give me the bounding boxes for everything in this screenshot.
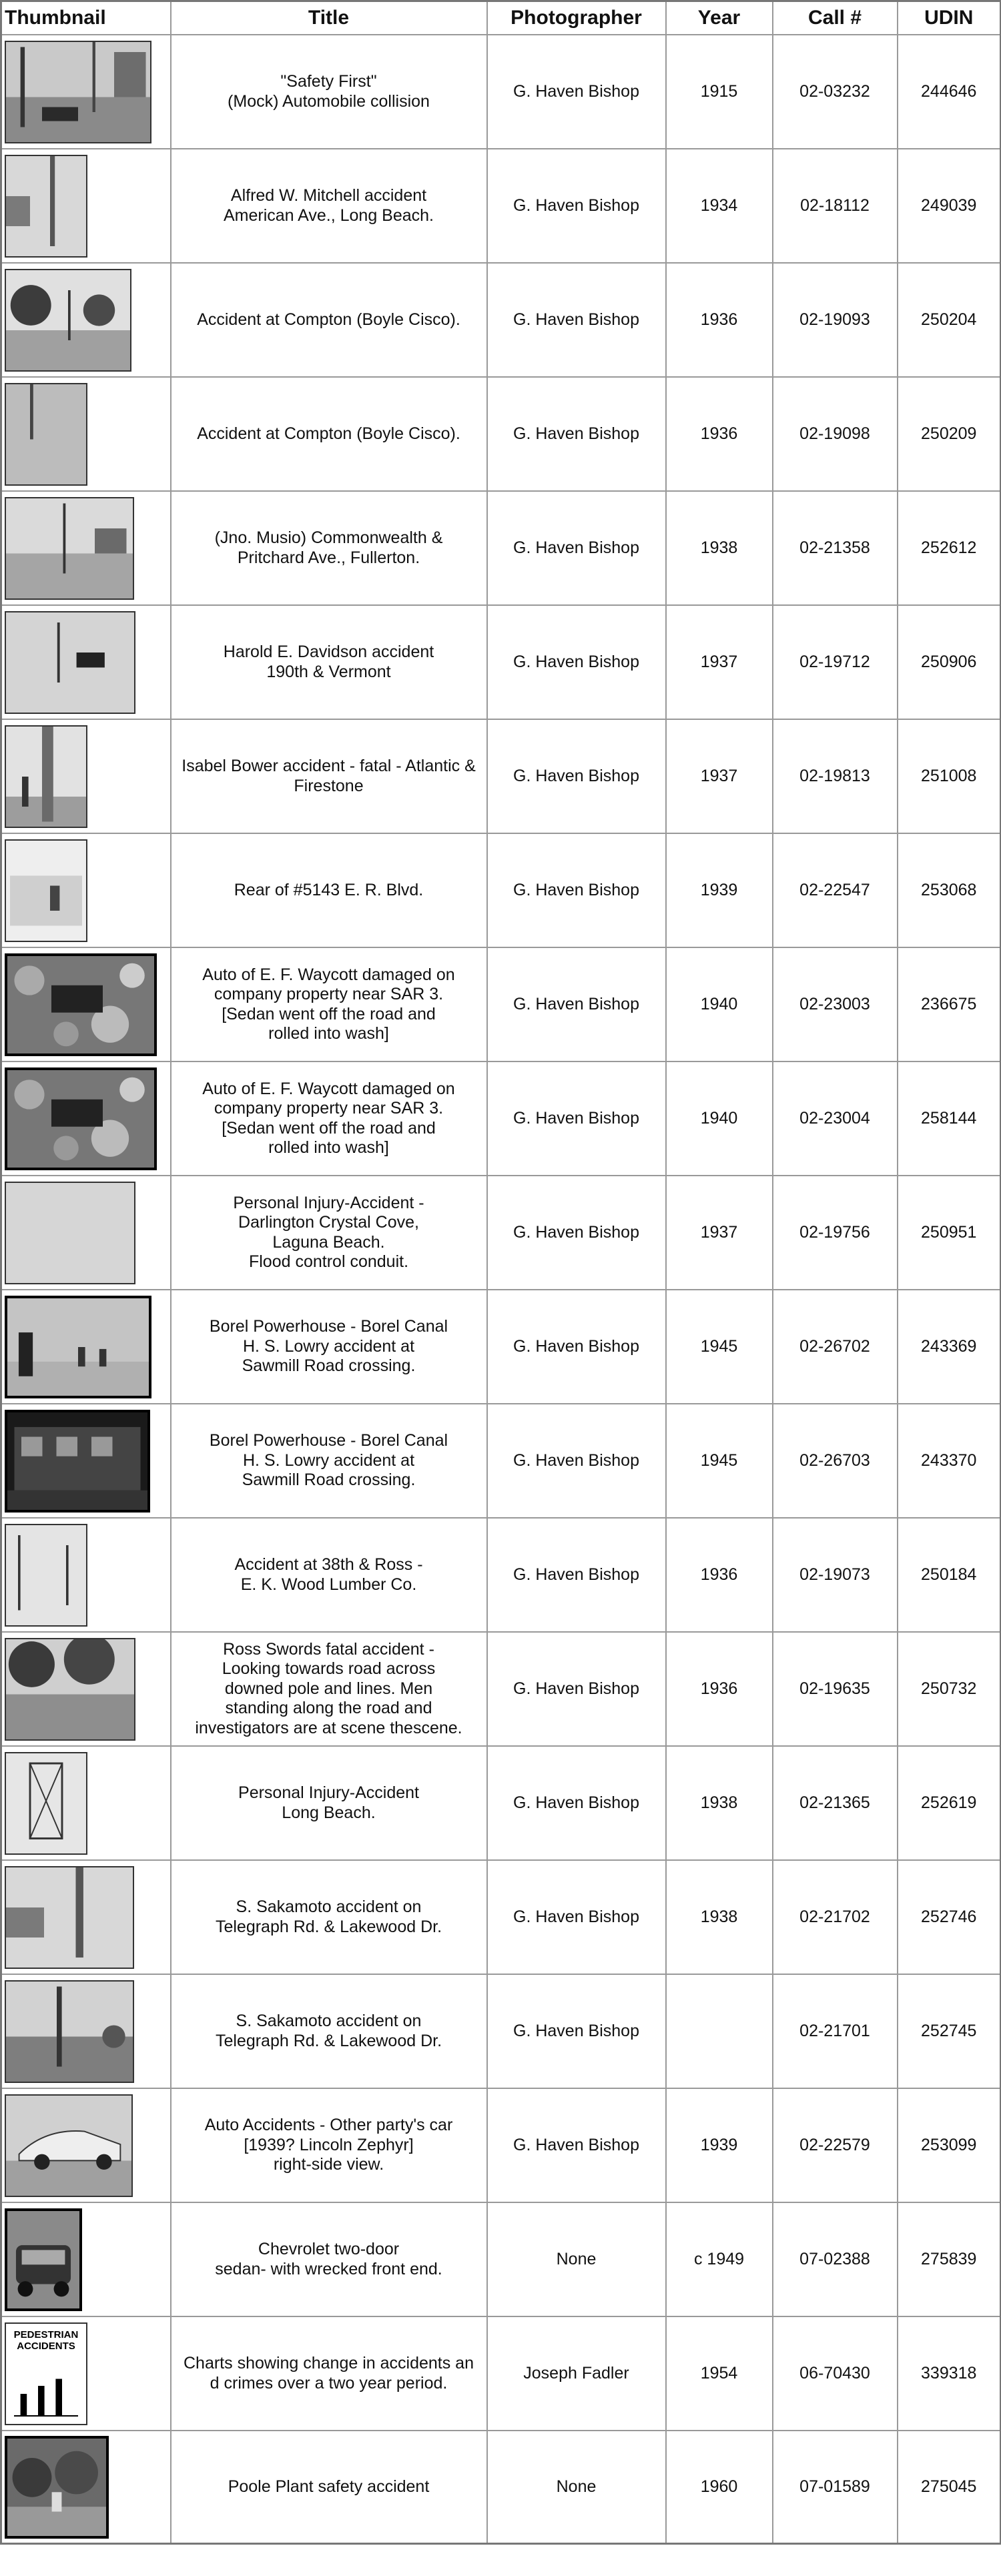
call-number-cell: 02-19098 xyxy=(773,377,898,491)
thumbnail-cell xyxy=(1,1404,171,1518)
thumbnail-cell xyxy=(1,833,171,947)
car-front-photo[interactable] xyxy=(5,2208,82,2311)
title-cell[interactable] xyxy=(171,719,487,833)
table-row xyxy=(1,1632,1001,1746)
title-line: Telegraph Rd. & Lakewood Dr. xyxy=(215,1917,442,1936)
title-line: Telegraph Rd. & Lakewood Dr. xyxy=(215,2031,442,2050)
title-line: Accident at Compton (Boyle Cisco). xyxy=(197,310,460,329)
udin-cell: 236675 xyxy=(898,947,1001,1061)
year-cell: c 1949 xyxy=(666,2202,773,2316)
title-line: [1939? Lincoln Zephyr] xyxy=(244,2135,414,2154)
year-cell: 1960 xyxy=(666,2431,773,2544)
title-line: S. Sakamoto accident on xyxy=(236,2012,422,2030)
call-number-cell: 02-19073 xyxy=(773,1518,898,1632)
year-cell: 1939 xyxy=(666,2088,773,2202)
table-row xyxy=(1,149,1001,263)
photographer-cell: G. Haven Bishop xyxy=(487,947,666,1061)
title-cell[interactable] xyxy=(171,1632,487,1746)
title-cell[interactable] xyxy=(171,605,487,719)
year-cell: 1940 xyxy=(666,1061,773,1176)
table-row xyxy=(1,1061,1001,1176)
udin-cell: 250204 xyxy=(898,263,1001,377)
column-header-year[interactable]: Year xyxy=(666,1,773,35)
plants-photo[interactable] xyxy=(5,2436,109,2539)
title-line: Borel Powerhouse - Borel Canal xyxy=(209,1317,448,1336)
header-row xyxy=(1,1,1001,35)
tower-photo[interactable] xyxy=(5,1752,87,1855)
table-row xyxy=(1,1176,1001,1290)
title-cell[interactable] xyxy=(171,2316,487,2431)
udin-cell: 251008 xyxy=(898,719,1001,833)
title-line: Firestone xyxy=(294,776,364,795)
title-cell[interactable] xyxy=(171,2088,487,2202)
table-row xyxy=(1,947,1001,1061)
call-number-cell: 02-19756 xyxy=(773,1176,898,1290)
table-row xyxy=(1,1518,1001,1632)
photographer-cell: G. Haven Bishop xyxy=(487,263,666,377)
street-scene-photo[interactable] xyxy=(5,41,151,143)
thumbnail-cell xyxy=(1,2088,171,2202)
table-row xyxy=(1,1746,1001,1860)
year-cell: 1945 xyxy=(666,1404,773,1518)
udin-cell: 252612 xyxy=(898,491,1001,605)
photographer-cell: G. Haven Bishop xyxy=(487,377,666,491)
year-cell: 1940 xyxy=(666,947,773,1061)
column-header-udin[interactable]: UDIN xyxy=(898,1,1001,35)
title-line: right-side view. xyxy=(273,2155,384,2174)
title-line: Long Beach. xyxy=(282,1803,376,1822)
title-line: H. S. Lowry accident at xyxy=(242,1450,415,1470)
thumbnail-cell xyxy=(1,377,171,491)
call-number-cell: 02-19093 xyxy=(773,263,898,377)
title-cell[interactable] xyxy=(171,263,487,377)
title-line: Sawmill Road crossing. xyxy=(242,1356,416,1376)
thumbnail-cell xyxy=(1,719,171,833)
thumbnail-cell xyxy=(1,2431,171,2544)
wreck-rocks-photo[interactable] xyxy=(5,953,157,1056)
thumbnail-cell xyxy=(1,1290,171,1404)
udin-cell: 258144 xyxy=(898,1061,1001,1176)
udin-cell: 339318 xyxy=(898,2316,1001,2431)
title-line: Darlington Crystal Cove, xyxy=(238,1213,419,1232)
poles-road-photo[interactable] xyxy=(5,1524,87,1627)
field-pole-photo[interactable] xyxy=(5,1980,134,2083)
photographer-cell: G. Haven Bishop xyxy=(487,1404,666,1518)
title-cell[interactable] xyxy=(171,1860,487,1974)
photographer-cell: G. Haven Bishop xyxy=(487,1746,666,1860)
title-cell[interactable] xyxy=(171,1061,487,1176)
udin-cell: 250184 xyxy=(898,1518,1001,1632)
title-cell[interactable] xyxy=(171,2431,487,2544)
thumbnail-cell xyxy=(1,605,171,719)
title-line: Harold E. Davidson accident xyxy=(223,642,434,661)
year-cell: 1937 xyxy=(666,719,773,833)
thumbnail-caption xyxy=(6,2329,86,2352)
photographer-cell: None xyxy=(487,2202,666,2316)
title-line: 190th & Vermont xyxy=(266,662,391,681)
year-cell: 1936 xyxy=(666,1518,773,1632)
title-cell[interactable] xyxy=(171,377,487,491)
title-line: standing along the road and xyxy=(225,1699,432,1718)
table-row xyxy=(1,605,1001,719)
title-cell[interactable] xyxy=(171,1290,487,1404)
burned-bus-photo[interactable] xyxy=(5,1410,150,1513)
photographer-cell: G. Haven Bishop xyxy=(487,1860,666,1974)
year-cell: 1915 xyxy=(666,35,773,149)
hillside-photo[interactable] xyxy=(5,1182,135,1284)
table-row xyxy=(1,2431,1001,2544)
photographer-cell: G. Haven Bishop xyxy=(487,1632,666,1746)
thumbnail-cell xyxy=(1,2316,171,2431)
call-number-cell: 07-01589 xyxy=(773,2431,898,2544)
udin-cell: 244646 xyxy=(898,35,1001,149)
year-cell: 1937 xyxy=(666,605,773,719)
title-cell[interactable] xyxy=(171,947,487,1061)
year-cell: 1938 xyxy=(666,1746,773,1860)
pedestrian-chart-photo[interactable] xyxy=(5,2322,87,2425)
street-trees-photo[interactable] xyxy=(5,269,131,372)
thumbnail-caption-line: ACCIDENTS xyxy=(17,2340,75,2352)
call-number-cell: 02-21365 xyxy=(773,1746,898,1860)
title-line: downed pole and lines. Men xyxy=(224,1679,433,1698)
road-curb-photo[interactable] xyxy=(5,383,87,486)
title-cell[interactable] xyxy=(171,833,487,947)
table-body xyxy=(1,35,1001,2544)
title-line: rolled into wash] xyxy=(268,1138,389,1157)
title-line: (Mock) Automobile collision xyxy=(228,91,430,111)
photographer-cell: G. Haven Bishop xyxy=(487,491,666,605)
title-cell[interactable] xyxy=(171,2202,487,2316)
year-cell: 1938 xyxy=(666,491,773,605)
udin-cell: 253099 xyxy=(898,2088,1001,2202)
road-pole-photo[interactable] xyxy=(5,1866,134,1969)
title-line: sedan- with wrecked front end. xyxy=(215,2259,442,2278)
title-line: d crimes over a two year period. xyxy=(210,2373,448,2393)
call-number-cell: 02-22579 xyxy=(773,2088,898,2202)
title-line: Flood control conduit. xyxy=(248,1252,409,1271)
udin-cell: 250951 xyxy=(898,1176,1001,1290)
call-number-cell: 02-18112 xyxy=(773,149,898,263)
photographer-cell: G. Haven Bishop xyxy=(487,1176,666,1290)
thumbnail-cell xyxy=(1,947,171,1061)
title-cell[interactable] xyxy=(171,1176,487,1290)
road-pole-photo[interactable] xyxy=(5,155,87,258)
table-row xyxy=(1,2316,1001,2431)
call-number-cell: 07-02388 xyxy=(773,2202,898,2316)
title-line: [Sedan went off the road and xyxy=(222,1004,436,1023)
title-line: Looking towards road across xyxy=(222,1659,436,1679)
title-line: Alfred W. Mitchell accident xyxy=(230,186,427,205)
title-line: [Sedan went off the road and xyxy=(222,1118,436,1138)
thumbnail-cell xyxy=(1,149,171,263)
table-row xyxy=(1,833,1001,947)
photographer-cell: None xyxy=(487,2431,666,2544)
title-line: Accident at 38th & Ross - xyxy=(234,1555,423,1574)
udin-cell: 250906 xyxy=(898,605,1001,719)
column-header-title[interactable]: Title xyxy=(171,1,487,35)
title-line: Auto of E. F. Waycott damaged on xyxy=(202,1079,455,1098)
thumbnail-cell xyxy=(1,1746,171,1860)
title-line: Ross Swords fatal accident - xyxy=(223,1639,434,1659)
thumbnail-cell xyxy=(1,1860,171,1974)
udin-cell: 250209 xyxy=(898,377,1001,491)
call-number-cell: 02-19813 xyxy=(773,719,898,833)
udin-cell: 243370 xyxy=(898,1404,1001,1518)
thumbnail-cell xyxy=(1,1632,171,1746)
title-line: Charts showing change in accidents an xyxy=(184,2354,474,2373)
title-line: Accident at Compton (Boyle Cisco). xyxy=(197,424,460,443)
trees-field-photo[interactable] xyxy=(5,1638,135,1741)
title-line: "Safety First" xyxy=(280,72,377,91)
title-line: Rear of #5143 E. R. Blvd. xyxy=(234,880,424,899)
people-road-photo[interactable] xyxy=(5,1296,151,1398)
title-line: Auto of E. F. Waycott damaged on xyxy=(202,965,455,984)
thumbnail-cell xyxy=(1,1176,171,1290)
title-line: company property near SAR 3. xyxy=(214,985,444,1003)
thumbnail-cell xyxy=(1,1518,171,1632)
photographer-cell: G. Haven Bishop xyxy=(487,833,666,947)
thumbnail-cell xyxy=(1,1974,171,2088)
title-line: Chevrolet two-door xyxy=(258,2240,400,2258)
udin-cell: 252619 xyxy=(898,1746,1001,1860)
call-number-cell: 02-19712 xyxy=(773,605,898,719)
title-line: Sawmill Road crossing. xyxy=(242,1470,416,1490)
udin-cell: 252745 xyxy=(898,1974,1001,2088)
photographer-cell: G. Haven Bishop xyxy=(487,605,666,719)
ditch-car-photo[interactable] xyxy=(5,611,135,714)
photographer-cell: G. Haven Bishop xyxy=(487,2088,666,2202)
pole-person-photo[interactable] xyxy=(5,725,87,828)
title-line: E. K. Wood Lumber Co. xyxy=(240,1575,417,1594)
title-line: Isabel Bower accident - fatal - Atlantic & xyxy=(182,757,476,775)
column-header-photographer[interactable]: Photographer xyxy=(487,1,666,35)
thumbnail-cell xyxy=(1,35,171,149)
photographer-cell: G. Haven Bishop xyxy=(487,1290,666,1404)
year-cell: 1936 xyxy=(666,377,773,491)
title-line: company property near SAR 3. xyxy=(214,1099,444,1118)
year-cell: 1945 xyxy=(666,1290,773,1404)
table-row xyxy=(1,2088,1001,2202)
udin-cell: 250732 xyxy=(898,1632,1001,1746)
title-line: investigators are at scene thescene. xyxy=(195,1718,462,1737)
intersection-photo[interactable] xyxy=(5,497,134,600)
photographer-cell: G. Haven Bishop xyxy=(487,1061,666,1176)
title-line: Personal Injury-Accident xyxy=(238,1783,419,1802)
year-cell: 1938 xyxy=(666,1860,773,1974)
title-cell[interactable] xyxy=(171,1746,487,1860)
thumbnail-caption-line: PEDESTRIAN xyxy=(13,2328,79,2340)
thumbnail-cell xyxy=(1,1061,171,1176)
call-number-cell: 02-19635 xyxy=(773,1632,898,1746)
title-line: Poole Plant safety accident xyxy=(228,2477,430,2496)
thumbnail-cell xyxy=(1,2202,171,2316)
title-line: Borel Powerhouse - Borel Canal xyxy=(209,1431,448,1450)
udin-cell: 253068 xyxy=(898,833,1001,947)
photographer-cell: G. Haven Bishop xyxy=(487,149,666,263)
table-row xyxy=(1,491,1001,605)
call-number-cell: 02-21702 xyxy=(773,1860,898,1974)
udin-cell: 275045 xyxy=(898,2431,1001,2544)
call-number-cell: 02-21358 xyxy=(773,491,898,605)
table-row xyxy=(1,2202,1001,2316)
title-line: Personal Injury-Accident - xyxy=(233,1193,424,1212)
thumbnail-cell xyxy=(1,263,171,377)
udin-cell: 252746 xyxy=(898,1860,1001,1974)
table-row xyxy=(1,1290,1001,1404)
title-line: H. S. Lowry accident at xyxy=(242,1336,415,1356)
year-cell: 1936 xyxy=(666,1632,773,1746)
photographer-cell: Joseph Fadler xyxy=(487,2316,666,2431)
title-line: Auto Accidents - Other party's car xyxy=(204,2116,453,2135)
table-row xyxy=(1,263,1001,377)
year-cell: 1939 xyxy=(666,833,773,947)
call-number-cell: 02-26702 xyxy=(773,1290,898,1404)
house-photo[interactable] xyxy=(5,839,87,942)
column-header-call-number[interactable]: Call # xyxy=(773,1,898,35)
title-line: American Ave., Long Beach. xyxy=(223,205,434,225)
year-cell xyxy=(666,1974,773,2088)
udin-cell: 275839 xyxy=(898,2202,1001,2316)
title-cell[interactable] xyxy=(171,1974,487,2088)
call-number-cell: 02-21701 xyxy=(773,1974,898,2088)
photographer-cell: G. Haven Bishop xyxy=(487,719,666,833)
table-row xyxy=(1,719,1001,833)
year-cell: 1936 xyxy=(666,263,773,377)
title-line: S. Sakamoto accident on xyxy=(236,1897,422,1916)
table-row xyxy=(1,377,1001,491)
table-row xyxy=(1,35,1001,149)
call-number-cell: 02-26703 xyxy=(773,1404,898,1518)
call-number-cell: 02-22547 xyxy=(773,833,898,947)
table-row xyxy=(1,1860,1001,1974)
table-row xyxy=(1,1974,1001,2088)
title-cell[interactable] xyxy=(171,1404,487,1518)
photographer-cell: G. Haven Bishop xyxy=(487,35,666,149)
thumbnail-cell xyxy=(1,491,171,605)
photographer-cell: G. Haven Bishop xyxy=(487,1974,666,2088)
year-cell: 1937 xyxy=(666,1176,773,1290)
title-cell[interactable] xyxy=(171,149,487,263)
title-cell[interactable] xyxy=(171,491,487,605)
udin-cell: 243369 xyxy=(898,1290,1001,1404)
title-line: (Jno. Musio) Commonwealth & xyxy=(214,528,443,547)
photographer-cell: G. Haven Bishop xyxy=(487,1518,666,1632)
call-number-cell: 02-23003 xyxy=(773,947,898,1061)
title-line: Laguna Beach. xyxy=(272,1232,385,1252)
title-cell[interactable] xyxy=(171,35,487,149)
column-header-thumbnail[interactable]: Thumbnail xyxy=(1,1,171,35)
year-cell: 1954 xyxy=(666,2316,773,2431)
udin-cell: 249039 xyxy=(898,149,1001,263)
call-number-cell: 06-70430 xyxy=(773,2316,898,2431)
table-row xyxy=(1,1404,1001,1518)
call-number-cell: 02-23004 xyxy=(773,1061,898,1176)
title-line: Pritchard Ave., Fullerton. xyxy=(237,548,420,567)
car-side-photo[interactable] xyxy=(5,2094,133,2197)
call-number-cell: 02-03232 xyxy=(773,35,898,149)
title-cell[interactable] xyxy=(171,1518,487,1632)
year-cell: 1934 xyxy=(666,149,773,263)
title-line: rolled into wash] xyxy=(268,1024,389,1043)
wreck-rocks-photo[interactable] xyxy=(5,1067,157,1170)
